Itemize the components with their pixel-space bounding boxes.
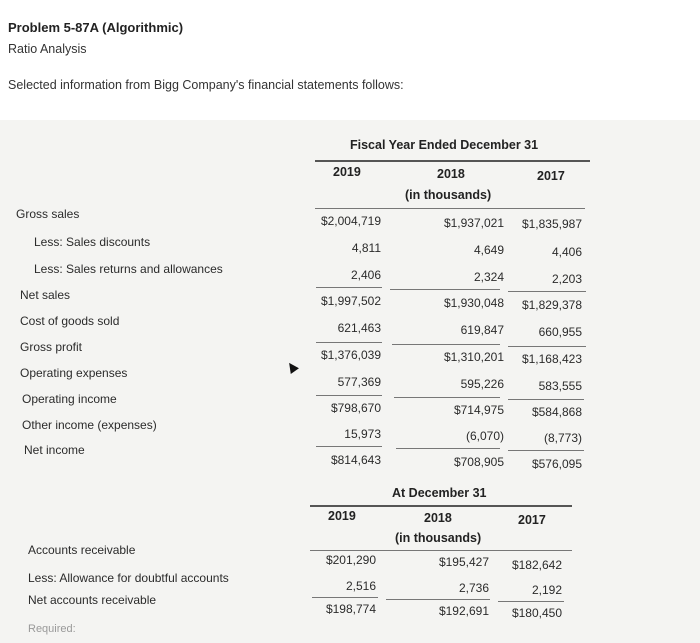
intro-text: Selected information from Bigg Company's financial statements follows: [8,78,404,92]
income-header-rule [315,160,590,162]
cell-cogs-2017: 660,955 [538,325,582,339]
row-label-net-accounts-receivable: Net accounts receivable [28,593,157,607]
rule-operating-income-2017 [508,399,584,400]
income-year-2017: 2017 [537,169,565,183]
rule-net-ar-2018 [386,599,490,600]
cell-gross-profit-2019: $1,376,039 [320,348,381,362]
cell-cogs-2018: 619,847 [460,323,504,337]
cell-ar-2017: $182,642 [511,558,562,572]
cell-net-ar-2017: $180,450 [511,606,562,620]
cell-sales-discounts-2018: 4,649 [473,243,504,257]
cell-operating-income-2018: $714,975 [453,403,504,417]
rule-net-income-2017 [508,450,584,451]
cell-other-income-2018: (6,070) [465,429,504,443]
mouse-pointer-icon [285,360,299,374]
balance-year-2019: 2019 [328,509,356,523]
row-label-net-sales: Net sales [20,288,71,302]
balance-year-rule [310,550,572,551]
row-label-cogs: Cost of goods sold [20,314,120,328]
income-period-header: Fiscal Year Ended December 31 [350,138,539,152]
row-label-net-income: Net income [24,443,85,457]
cell-net-ar-2019: $198,774 [325,602,376,616]
income-year-2019: 2019 [333,165,361,179]
cell-sales-discounts-2017: 4,406 [551,245,582,259]
rule-operating-income-2019 [316,395,382,396]
cell-net-sales-2017: $1,829,378 [521,298,582,312]
row-label-operating-income: Operating income [22,392,117,406]
cell-net-income-2019: $814,643 [330,453,381,467]
cell-operating-income-2017: $584,868 [531,405,582,419]
rule-gross-profit-2017 [508,346,586,347]
cell-net-sales-2018: $1,930,048 [443,296,504,310]
balance-period-header: At December 31 [392,486,487,500]
cell-ar-2018: $195,427 [438,555,489,569]
row-label-other-income: Other income (expenses) [22,418,157,432]
income-year-rule [315,208,585,209]
row-label-gross-profit: Gross profit [20,340,83,354]
row-label-accounts-receivable: Accounts receivable [28,543,136,557]
cell-other-income-2017: (8,773) [543,431,582,445]
cell-gross-profit-2018: $1,310,201 [443,350,504,364]
cell-sales-returns-2019: 2,406 [350,268,381,282]
rule-net-income-2018 [396,448,500,449]
problem-title: Problem 5-87A (Algorithmic) [8,20,184,35]
row-label-allowance: Less: Allowance for doubtful accounts [28,571,229,585]
row-label-sales-discounts: Less: Sales discounts [34,235,151,249]
rule-net-ar-2017 [498,601,564,602]
cell-allowance-2018: 2,736 [458,581,489,595]
cell-sales-returns-2017: 2,203 [551,272,582,286]
cell-gross-sales-2018: $1,937,021 [443,216,504,230]
cell-net-sales-2019: $1,997,502 [320,294,381,308]
income-units: (in thousands) [405,188,492,202]
rule-operating-income-2018 [394,397,500,398]
rule-net-sales-2018 [390,289,500,290]
header-band [0,0,700,120]
cell-cogs-2019: 621,463 [337,321,381,335]
cell-other-income-2019: 15,973 [344,427,381,441]
row-label-sales-returns: Less: Sales returns and allowances [34,262,223,276]
row-label-gross-sales: Gross sales [16,207,80,221]
rule-net-sales-2017 [508,291,586,292]
balance-year-2018: 2018 [424,511,452,525]
balance-units: (in thousands) [395,531,482,545]
cell-gross-sales-2017: $1,835,987 [521,217,582,231]
cell-net-income-2017: $576,095 [531,457,582,471]
cell-operating-expenses-2019: 577,369 [337,375,381,389]
cell-operating-expenses-2017: 583,555 [538,379,582,393]
row-label-operating-expenses: Operating expenses [20,366,128,380]
cell-operating-expenses-2018: 595,226 [460,377,504,391]
cell-gross-sales-2019: $2,004,719 [320,214,381,228]
cell-allowance-2017: 2,192 [531,583,562,597]
cell-allowance-2019: 2,516 [345,579,376,593]
rule-gross-profit-2018 [392,344,500,345]
cell-net-income-2018: $708,905 [453,455,504,469]
cell-ar-2019: $201,290 [325,553,376,567]
rule-net-income-2019 [316,446,382,447]
rule-net-ar-2019 [312,597,378,598]
rule-gross-profit-2019 [316,342,382,343]
required-heading-cutoff: Required: [28,623,76,635]
cell-net-ar-2018: $192,691 [438,604,489,618]
balance-year-2017: 2017 [518,513,546,527]
cell-sales-discounts-2019: 4,811 [351,241,381,255]
balance-header-rule [310,505,572,507]
cell-gross-profit-2017: $1,168,423 [521,352,582,366]
cell-operating-income-2019: $798,670 [330,401,381,415]
cell-sales-returns-2018: 2,324 [473,270,504,284]
rule-net-sales-2019 [316,287,382,288]
income-year-2018: 2018 [437,167,465,181]
problem-subtitle: Ratio Analysis [8,42,87,56]
